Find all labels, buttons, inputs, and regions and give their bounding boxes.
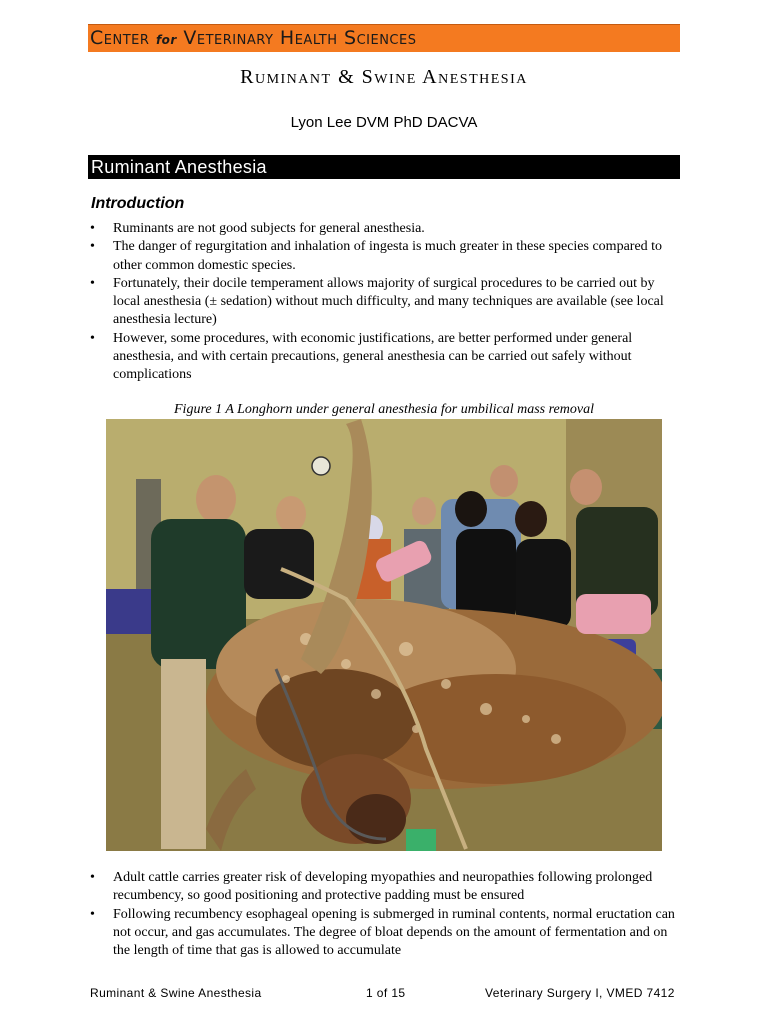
banner-title (90, 27, 416, 49)
banner-rest: Veterinary Health Sciences (183, 27, 417, 49)
list-item: • Ruminants are not good subjects for general anesthesia. (88, 220, 680, 238)
banner-center: Center (90, 27, 150, 49)
list-item: • However, some procedures, with economic justifications, are better performed under general anesthesia, and with certain precautions, general anesthesia can be carried out safely without complications (88, 330, 680, 385)
list-item: • Adult cattle carries greater risk of developing myopathies and neuropathies following prolonged recumbency, so good positioning and protective padding must be ensured (88, 869, 680, 906)
list-item: • The danger of regurgitation and inhalation of ingesta is much greater in these species compared to other common domestic species. (88, 238, 680, 275)
figure-caption: Figure 1 A Longhorn under general anesthesia for umbilical mass removal (174, 402, 594, 417)
header-banner (88, 24, 680, 52)
section-heading: Ruminant Anesthesia (88, 155, 680, 179)
footer-right: Veterinary Surgery I, VMED 7412 (485, 986, 675, 1000)
footer-left: Ruminant & Swine Anesthesia (90, 986, 262, 1000)
subheading-introduction: Introduction (91, 195, 185, 212)
list-item: • Fortunately, their docile temperament allows majority of surgical procedures to be carried out by local anesthesia (± sedation) without much difficulty, and many techniques are available (see local anesthesia lecture) (88, 275, 680, 330)
footer-page-number: 1 of 15 (366, 986, 406, 1000)
document-title: Ruminant & Swine Anesthesia (240, 66, 528, 88)
list-item: • Following recumbency esophageal opening is submerged in ruminal contents, normal eructation can not occur, and gas accumulates. The degree of bloat depends on the amount of fermentation and on the length of time that gas is allowed to accumulate (88, 906, 680, 961)
banner-for: for (155, 33, 177, 47)
author-line: Lyon Lee DVM PhD DACVA (290, 114, 478, 131)
after-figure-bullet-list (88, 869, 680, 960)
longhorn-anesthesia-photo (106, 419, 662, 851)
intro-bullet-list (88, 220, 680, 385)
